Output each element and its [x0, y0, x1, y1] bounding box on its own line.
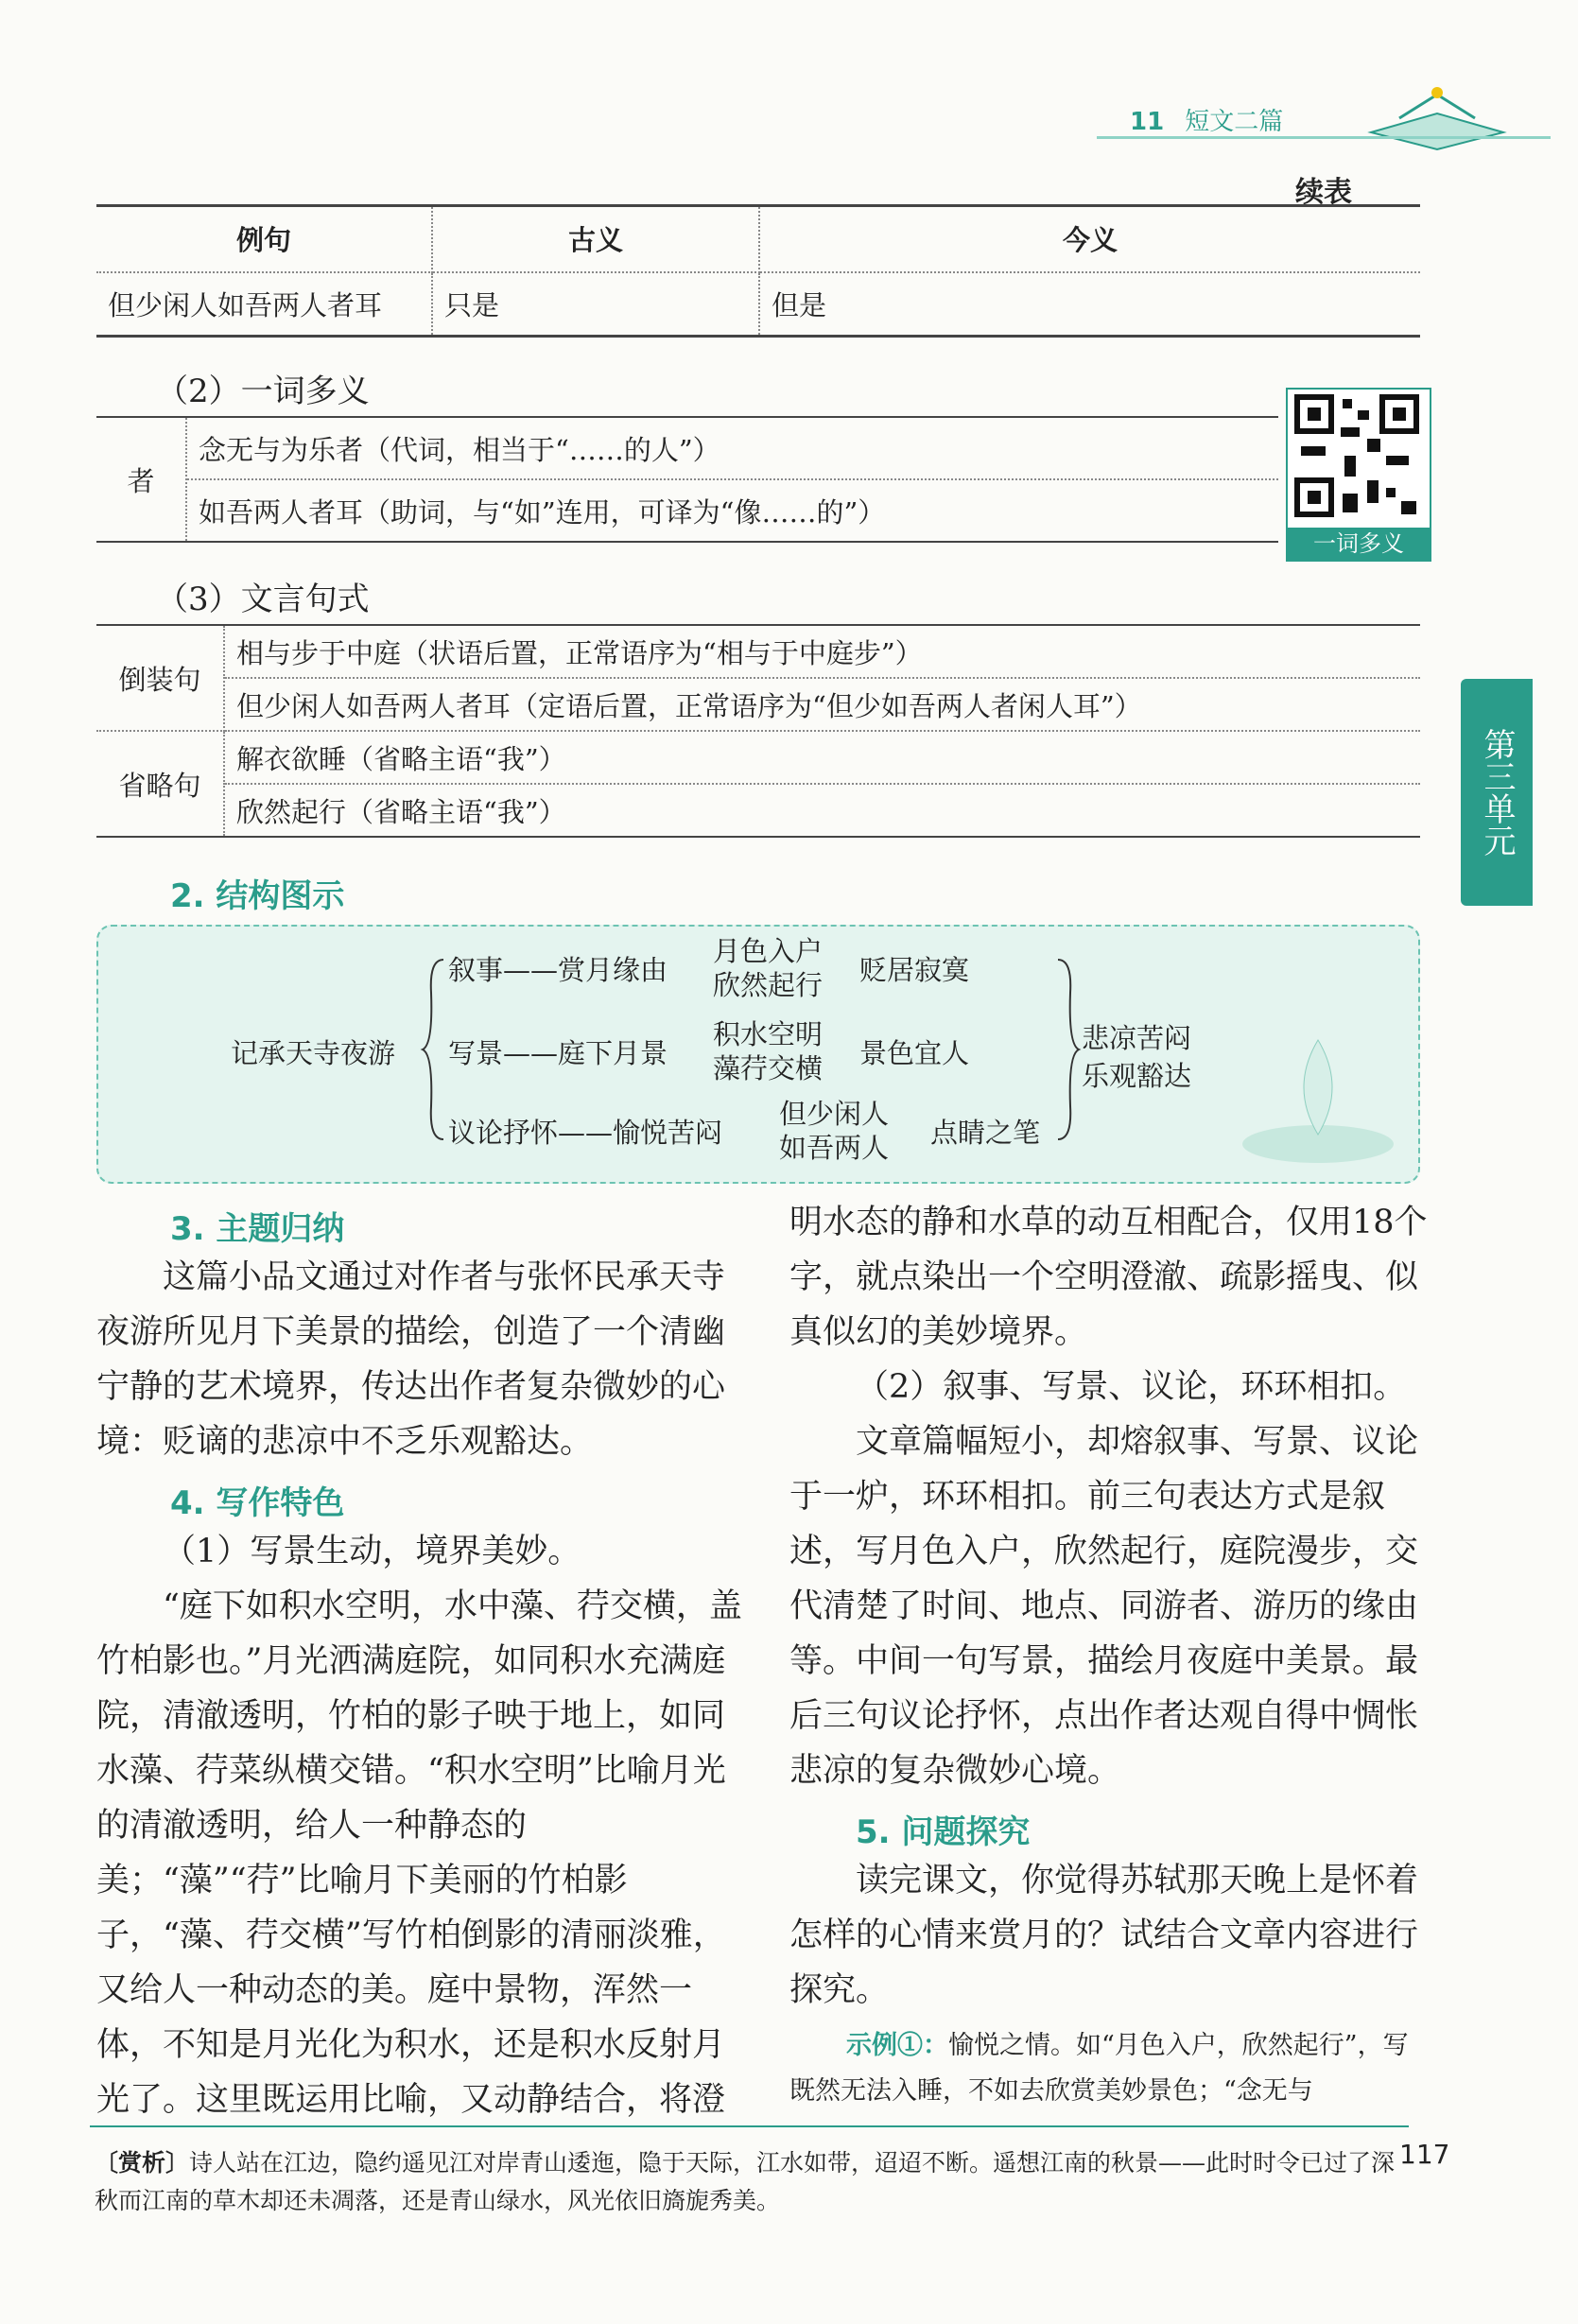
diagram-result: 贬居寂寞	[859, 954, 970, 986]
footer-rule	[90, 2125, 1409, 2127]
qr-code[interactable]	[1286, 388, 1431, 562]
book-decoration-icon	[1343, 76, 1532, 151]
table-header-modern: 今义	[759, 206, 1420, 272]
word-meaning-table	[96, 204, 1420, 338]
theme-title: 3. 主题归纳	[170, 1210, 345, 1248]
polysemy-title: （2）一词多义	[156, 373, 370, 410]
diagram-end: 悲凉苦闷	[1082, 1022, 1192, 1054]
features-title: 4. 写作特色	[170, 1484, 345, 1522]
table-header-example: 例句	[96, 206, 432, 272]
footer-note	[95, 2144, 1409, 2220]
diagram-leaf: 月色入户	[713, 935, 824, 967]
lesson-title: 短文二篇	[1185, 108, 1284, 136]
table-header-ancient: 古义	[432, 206, 759, 272]
inquiry-question: 读完课文，你觉得苏轼那天晚上是怀着怎样的心情来赏月的？试结合文章内容进行探究。	[789, 1862, 1419, 2009]
diagram-root: 记承天寺夜游	[231, 1037, 396, 1069]
footer-text: 诗人站在江边，隐约遥见江对岸青山逶迤，隐于天际，江水如带，迢迢不断。遥想江南的秋景——此时时令已过了深秋而江南的草木却还未凋落，还是青山绿水，风光依旧旖旎秀美。	[95, 2149, 1396, 2214]
pattern-type: 省略句	[96, 731, 224, 837]
unit-tab[interactable]: 第三单元	[1461, 679, 1533, 906]
diagram-leaf: 藻荇交横	[713, 1052, 824, 1084]
polysemy-word: 者	[96, 417, 186, 542]
lesson-number: 11	[1130, 108, 1165, 136]
feature-subtitle: （1）写景生动，境界美妙。	[163, 1533, 581, 1570]
feature-paragraph: “庭下如积水空明，水中藻、荇交横，盖竹柏影也。”月光洒满庭院，如同积水充满庭院，清澈透明，竹柏的影子映于地上，如同水藻、荇菜纵横交错。“积水空明”比喻月光的清澈透明，给人一种静态的美；“藻”“荇”比喻月下美丽的竹柏影子，“藻、荇交横”写竹柏倒影的清丽淡雅，又给人一种动态的美。庭中景物，浑然一体，不知是月光化为积水，还是积水反射月光了。这里既运用比喻，又动静结合，将澄	[96, 1587, 742, 2119]
polysemy-table	[96, 416, 1278, 543]
structure-title: 2. 结构图示	[170, 877, 345, 915]
features-left	[96, 1524, 749, 2127]
footer-label: 〔赏析〕	[95, 2149, 190, 2177]
diagram-result: 景色宜人	[859, 1037, 970, 1069]
diagram-leaf: 如吾两人	[779, 1132, 890, 1164]
lotus-decoration-icon	[1233, 1002, 1403, 1172]
diagram-result: 点睛之笔	[930, 1117, 1041, 1149]
lesson-header	[1130, 102, 1283, 137]
pattern-item: 解衣欲睡（省略主语“我”）	[224, 731, 1420, 784]
inquiry-section	[789, 1853, 1432, 2018]
qr-label: 一词多义	[1288, 528, 1430, 560]
features-right	[789, 1195, 1432, 1798]
table-cell: 但是	[759, 272, 1420, 337]
example-text: 愉悦之情。如“月色入户，欣然起行”，写既然无法入睡，不如去欣赏美妙景色；“念无与	[789, 2031, 1409, 2106]
diagram-branch: 写景——庭下月景	[448, 1037, 668, 1069]
diagram-leaf: 欣然起行	[713, 969, 824, 1001]
inquiry-example	[789, 2023, 1432, 2114]
structure-diagram	[96, 925, 1420, 1184]
right-brace-icon	[1053, 955, 1082, 1144]
theme-section	[96, 1250, 749, 1469]
pattern-item: 欣然起行（省略主语“我”）	[236, 795, 566, 828]
sentence-pattern-table	[96, 624, 1420, 838]
table-cell: 但少闲人如吾两人者耳	[96, 272, 432, 337]
feature-subtitle: （2）叙事、写景、议论，环环相扣。	[856, 1368, 1407, 1406]
pattern-item: 相与步于中庭（状语后置，正常语序为“相与于中庭步”）	[224, 625, 1420, 678]
diagram-leaf: 但少闲人	[779, 1098, 890, 1130]
page-number: 117	[1399, 2139, 1450, 2170]
theme-text: 这篇小品文通过对作者与张怀民承天寺夜游所见月下美景的描绘，创造了一个清幽宁静的艺术境界，传达出作者复杂微妙的心境：贬谪的悲凉中不乏乐观豁达。	[96, 1258, 726, 1461]
header-rule	[1097, 136, 1551, 139]
diagram-end: 乐观豁达	[1082, 1060, 1192, 1092]
polysemy-entry: 念无与为乐者（代词，相当于“……的人”）	[186, 417, 1278, 479]
table-cell: 只是	[432, 272, 759, 337]
diagram-branch: 叙事——赏月缘由	[448, 954, 668, 986]
feature-paragraph-continued: 明水态的静和水草的动互相配合，仅用18个字，就点染出一个空明澄澈、疏影摇曳、似真似幻的美妙境界。	[789, 1204, 1428, 1351]
inquiry-title: 5. 问题探究	[856, 1813, 1031, 1851]
feature-paragraph: 文章篇幅短小，却熔叙事、写景、议论于一炉，环环相扣。前三句表达方式是叙述，写月色入户，欣然起行，庭院漫步，交代清楚了时间、地点、同游者、游历的缘由等。中间一句写景，描绘月夜庭中美景。最后三句议论抒怀，点出作者达观自得中惆怅悲凉的复杂微妙心境。	[789, 1423, 1419, 1790]
brace-icon	[420, 955, 448, 1144]
table-row	[96, 272, 1420, 337]
polysemy-entry: 如吾两人者耳（助词，与“如”连用，可译为“像……的”）	[199, 495, 886, 529]
diagram-leaf: 积水空明	[713, 1018, 824, 1050]
diagram-branch: 议论抒怀——愉悦苦闷	[448, 1117, 723, 1149]
pattern-item: 但少闲人如吾两人者耳（定语后置，正常语序为“但少如吾两人者闲人耳”）	[224, 678, 1420, 731]
qr-code-icon	[1288, 390, 1426, 522]
pattern-type: 倒装句	[96, 625, 224, 731]
continued-label: 续表	[1295, 176, 1352, 209]
sentence-pattern-title: （3）文言句式	[156, 581, 370, 618]
example-label: 示例①：	[846, 2031, 948, 2060]
